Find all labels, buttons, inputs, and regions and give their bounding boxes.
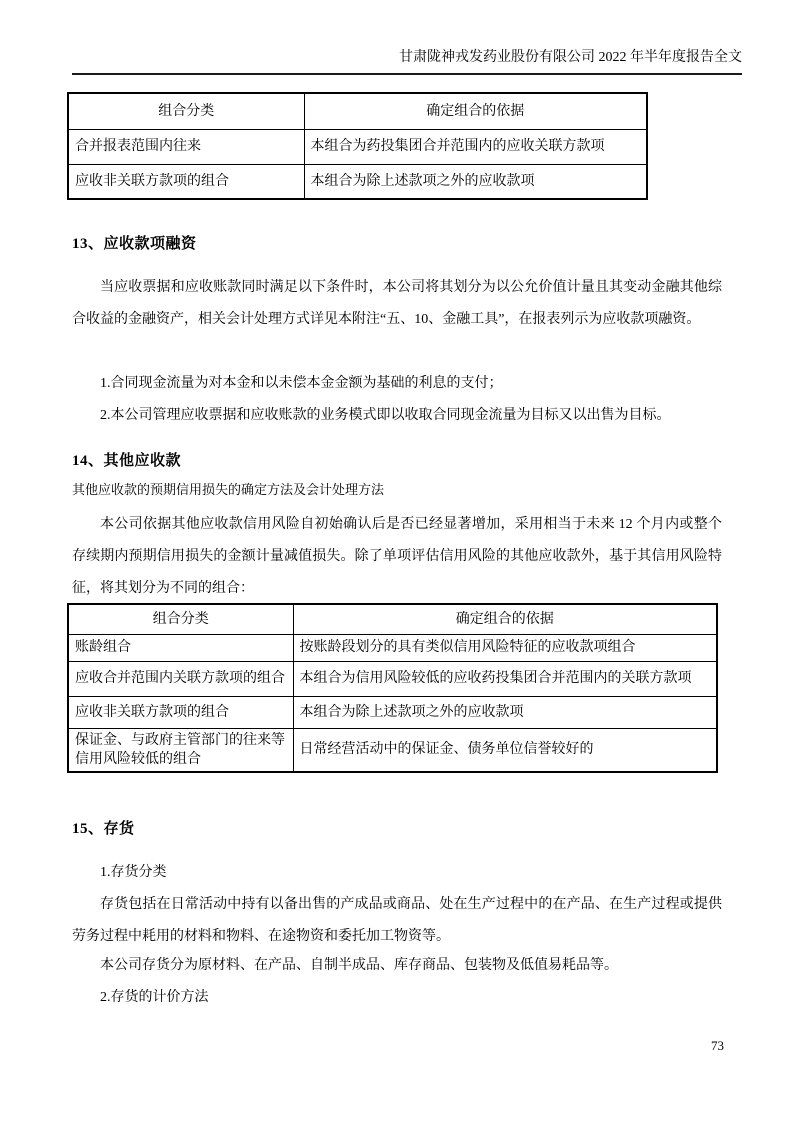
table-cell: 合并报表范围内往来 (68, 129, 304, 164)
column-header: 确定组合的依据 (304, 93, 647, 129)
column-header: 组合分类 (68, 604, 293, 634)
section-14-heading: 14、其他应收款 (72, 453, 182, 469)
table-cell: 应收非关联方款项的组合 (68, 696, 293, 728)
section-13-item-1: 1.合同现金流量为对本金和以未偿本金金额为基础的利息的支付； (100, 376, 503, 391)
other-receivables-portfolio-table (67, 603, 718, 773)
table-header-row (68, 93, 647, 129)
page-number: 73 (711, 1038, 724, 1053)
section-13-paragraph: 当应收票据和应收账款同时满足以下条件时，本公司将其划分为以公允价值计量且其变动金融其他综合收益的金融资产，相关会计处理方式详见本附注“五、10、金融工具”，在报表列示为应收款项融资。 (72, 280, 722, 327)
table-row (68, 728, 717, 772)
table-cell: 本组合为信用风险较低的应收药投集团合并范围内的关联方款项 (293, 661, 717, 696)
table-cell: 日常经营活动中的保证金、债务单位信誉较好的 (293, 728, 717, 772)
section-13-heading: 13、应收款项融资 (72, 236, 197, 252)
column-header: 确定组合的依据 (293, 604, 717, 634)
table-row (68, 129, 647, 164)
section-14-paragraph: 本公司依据其他应收款信用风险自初始确认后是否已经显著增加，采用相当于未来 12 个月内或整个存续期内预期信用损失的金额计量减值损失。除了单项评估信用风险的其他应收款外，基于其信用风险特征，将其划分为不同的组合： (72, 517, 722, 596)
table-row (68, 634, 717, 661)
table-cell: 应收合并范围内关联方款项的组合 (68, 661, 293, 696)
table-cell: 保证金、与政府主管部门的往来等信用风险较低的组合 (68, 728, 293, 772)
section-15-paragraph-2: 本公司存货分为原材料、在产品、自制半成品、库存商品、包装物及低值易耗品等。 (100, 958, 618, 973)
table-cell: 账龄组合 (68, 634, 293, 661)
table-row (68, 696, 717, 728)
table-cell: 本组合为药投集团合并范围内的应收关联方款项 (304, 129, 647, 164)
table-row (68, 661, 717, 696)
section-15-item-1: 1.存货分类 (100, 865, 167, 880)
section-14-note: 其他应收款的预期信用损失的确定方法及会计处理方法 (72, 482, 385, 497)
table-cell: 按账龄段划分的具有类似信用风险特征的应收款项组合 (293, 634, 717, 661)
section-15-item-2: 2.存货的计价方法 (100, 990, 209, 1005)
table-header-row (68, 604, 717, 634)
section-13-item-2: 2.本公司管理应收票据和应收账款的业务模式即以收取合同现金流量为目标又以出售为目标。 (100, 408, 671, 423)
column-header: 组合分类 (68, 93, 304, 129)
table-cell: 本组合为除上述款项之外的应收款项 (293, 696, 717, 728)
table-cell: 应收非关联方款项的组合 (68, 164, 304, 199)
table-cell: 本组合为除上述款项之外的应收款项 (304, 164, 647, 199)
page-header-title: 甘肃陇神戎发药业股份有限公司 2022 年半年度报告全文 (72, 48, 742, 75)
receivables-portfolio-table (67, 92, 648, 200)
section-15-heading: 15、存货 (72, 821, 135, 837)
table-row (68, 164, 647, 199)
section-15-paragraph-1: 存货包括在日常活动中持有以备出售的产成品或商品、处在生产过程中的在产品、在生产过程或提供劳务过程中耗用的材料和物料、在途物资和委托加工物资等。 (72, 897, 722, 944)
